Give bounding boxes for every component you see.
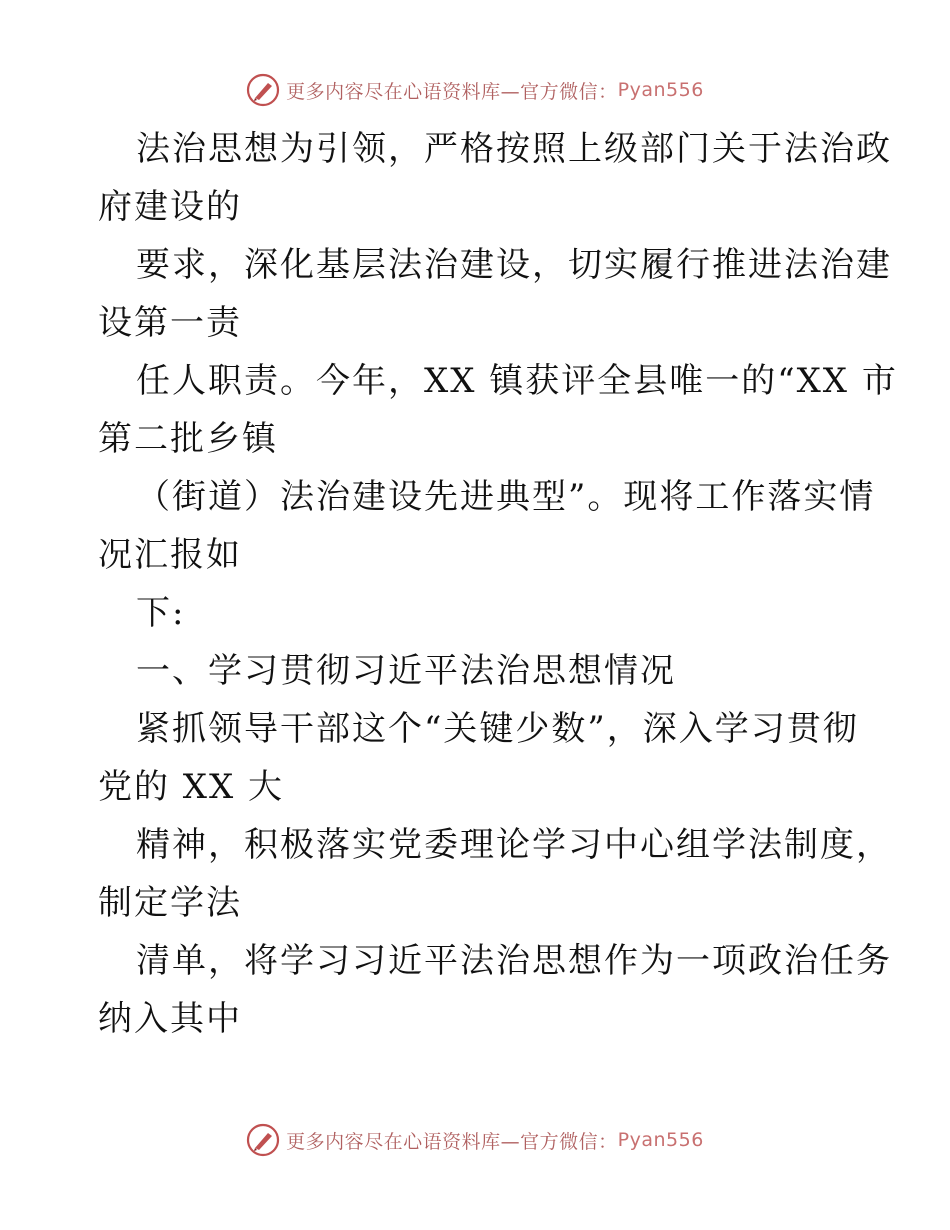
body-line: 紧抓领导干部这个“关键少数”，深入学习贯彻 — [136, 709, 859, 749]
body-line: 任人职责。今年，XX 镇获评全县唯一的“XX 市 — [136, 361, 898, 401]
section-heading: 一、学习贯彻习近平法治思想情况 — [136, 651, 676, 691]
watermark-text: 更多内容尽在心语资料库—官方微信： — [286, 80, 618, 103]
watermark-footer — [0, 1120, 950, 1160]
body-line: 府建设的 — [98, 187, 242, 227]
watermark-header — [0, 70, 950, 110]
watermark-account: Pyan556 — [617, 1129, 704, 1151]
body-line: 纳入其中 — [98, 999, 242, 1039]
body-line: 要求，深化基层法治建设，切实履行推进法治建 — [136, 245, 892, 285]
body-line: 党的 XX 大 — [98, 767, 285, 807]
watermark-text: 更多内容尽在心语资料库—官方微信： — [286, 1130, 618, 1153]
body-line: 设第一责 — [98, 303, 242, 343]
body-line: 下: — [136, 593, 186, 633]
body-line: 法治思想为引领，严格按照上级部门关于法治政 — [136, 129, 892, 169]
body-line: 第二批乡镇 — [98, 419, 278, 459]
body-line: （街道）法治建设先进典型”。现将工作落实情 — [136, 477, 876, 517]
body-line: 精神，积极落实党委理论学习中心组学法制度， — [136, 825, 892, 865]
body-line: 清单，将学习习近平法治思想作为一项政治任务 — [136, 941, 892, 981]
pen-logo-icon — [246, 73, 280, 107]
pen-logo-icon — [246, 1123, 280, 1157]
body-line: 况汇报如 — [98, 535, 242, 575]
body-line: 制定学法 — [98, 883, 242, 923]
document-body — [98, 120, 898, 1048]
watermark-account: Pyan556 — [617, 79, 704, 101]
